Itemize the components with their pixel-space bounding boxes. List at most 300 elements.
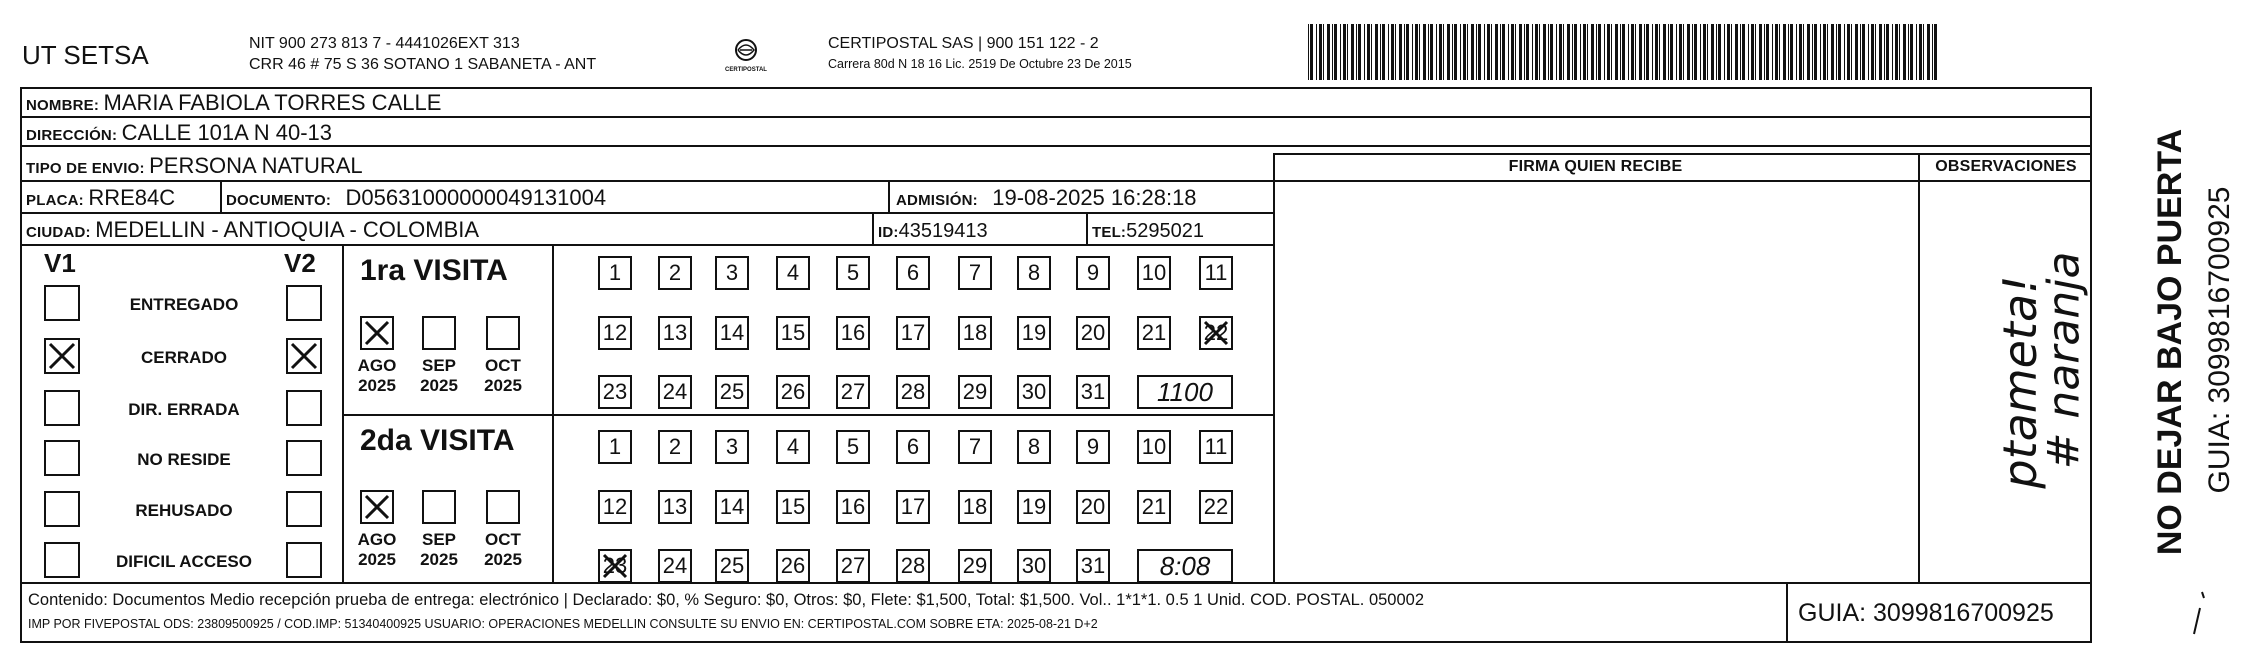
barcode-bar bbox=[1932, 24, 1933, 80]
day-number: 24 bbox=[662, 379, 688, 404]
barcode-bar bbox=[1463, 24, 1466, 80]
barcode-bar bbox=[1371, 24, 1372, 80]
day-box[interactable] bbox=[958, 549, 992, 583]
barcode-bar bbox=[1526, 24, 1529, 80]
day-number: 20 bbox=[1080, 494, 1106, 519]
barcode-bar bbox=[1820, 24, 1821, 80]
day-box[interactable] bbox=[715, 375, 749, 409]
barcode-bar bbox=[1487, 24, 1490, 80]
v1-checkbox-1[interactable] bbox=[44, 338, 80, 374]
barcode-bar bbox=[1399, 24, 1402, 80]
visit2-month-label bbox=[477, 530, 529, 569]
day-box[interactable] bbox=[1076, 375, 1110, 409]
barcode-bar bbox=[1364, 24, 1365, 80]
barcode-bar bbox=[1731, 24, 1732, 80]
day-box[interactable] bbox=[715, 490, 749, 524]
barcode-bar bbox=[1676, 24, 1677, 80]
barcode-bar bbox=[1836, 24, 1837, 80]
barcode-bar bbox=[1532, 24, 1533, 80]
day-box[interactable] bbox=[598, 256, 632, 290]
barcode-bar bbox=[1467, 24, 1468, 80]
day-box[interactable] bbox=[598, 375, 632, 409]
document-row bbox=[226, 187, 606, 209]
barcode-bar bbox=[1412, 24, 1413, 80]
barcode-bar bbox=[1428, 24, 1429, 80]
day-number: 7 bbox=[968, 434, 982, 459]
day-number: 1 bbox=[608, 260, 622, 285]
day-check-mark bbox=[600, 551, 630, 581]
barcode-bar bbox=[1884, 24, 1885, 80]
v2-checkbox-4[interactable] bbox=[286, 491, 322, 527]
day-box[interactable] bbox=[836, 256, 870, 290]
barcode-bar bbox=[1855, 24, 1858, 80]
observations-header: OBSERVACIONES bbox=[1935, 158, 2077, 175]
month-name: SEP bbox=[421, 530, 457, 549]
day-box[interactable] bbox=[1017, 490, 1051, 524]
visit2-month-box-oct[interactable] bbox=[486, 490, 520, 524]
barcode-bar bbox=[1635, 24, 1636, 80]
barcode-bar bbox=[1391, 24, 1394, 80]
day-box[interactable] bbox=[715, 256, 749, 290]
barcode-bar bbox=[1535, 24, 1538, 80]
day-box[interactable] bbox=[658, 375, 692, 409]
v1-checkbox-2[interactable] bbox=[44, 390, 80, 426]
day-number: 30 bbox=[1021, 553, 1047, 578]
barcode-bar bbox=[1430, 24, 1433, 80]
day-number: 14 bbox=[719, 320, 745, 345]
license-line: Carrera 80d N 18 16 Lic. 2519 De Octubre 23 De 2015 bbox=[828, 57, 1132, 71]
v1-checkbox-5[interactable] bbox=[44, 542, 80, 578]
side-guia: GUIA: 3099816700925 bbox=[2203, 186, 2236, 494]
barcode-bar bbox=[1316, 24, 1317, 80]
barcode-bar bbox=[1356, 24, 1357, 80]
day-number: 4 bbox=[786, 434, 800, 459]
day-box[interactable] bbox=[836, 430, 870, 464]
side-warning: NO DEJAR BAJO PUERTA bbox=[2151, 128, 2189, 556]
barcode-bar bbox=[1347, 24, 1348, 80]
barcode-bar bbox=[1572, 24, 1573, 80]
day-number: 19 bbox=[1021, 494, 1047, 519]
day-number: 2 bbox=[668, 434, 682, 459]
barcode-bar bbox=[1724, 24, 1725, 80]
day-box[interactable] bbox=[1076, 430, 1110, 464]
day-box[interactable] bbox=[776, 490, 810, 524]
barcode-bar bbox=[1670, 24, 1673, 80]
visit1-month-label bbox=[477, 356, 529, 395]
v2-checkbox-1[interactable] bbox=[286, 338, 322, 374]
barcode-bar bbox=[1908, 24, 1909, 80]
barcode-bar bbox=[1766, 24, 1769, 80]
barcode-bar bbox=[1454, 24, 1457, 80]
barcode-bar bbox=[1484, 24, 1485, 80]
day-box[interactable] bbox=[776, 316, 810, 350]
day-box[interactable] bbox=[658, 490, 692, 524]
visit1-title: 1ra VISITA bbox=[360, 254, 508, 287]
signature-header: FIRMA QUIEN RECIBE bbox=[1508, 158, 1683, 175]
day-number: 30 bbox=[1021, 379, 1047, 404]
month-year: 2025 bbox=[420, 549, 458, 569]
visit1-month-label bbox=[351, 356, 403, 395]
day-box[interactable] bbox=[1017, 549, 1051, 583]
barcode-bar bbox=[1511, 24, 1514, 80]
day-box[interactable] bbox=[776, 430, 810, 464]
visit2-time-box[interactable]: 8:08 bbox=[1137, 549, 1233, 583]
day-box[interactable] bbox=[896, 375, 930, 409]
day-number: 31 bbox=[1080, 553, 1106, 578]
barcode-bar bbox=[1604, 24, 1605, 80]
day-box[interactable] bbox=[836, 549, 870, 583]
barcode-bar bbox=[1772, 24, 1773, 80]
tel-row bbox=[1092, 221, 1204, 241]
barcode-bar bbox=[1700, 24, 1701, 80]
city-value: MEDELLIN - ANTIOQUIA - COLOMBIA bbox=[95, 217, 480, 242]
visit2-month-box-sep[interactable] bbox=[422, 490, 456, 524]
barcode-bar bbox=[1543, 24, 1546, 80]
day-box[interactable] bbox=[896, 490, 930, 524]
barcode bbox=[1308, 24, 1942, 80]
day-number: 5 bbox=[846, 260, 860, 285]
barcode-bar bbox=[1788, 24, 1789, 80]
day-box[interactable] bbox=[598, 430, 632, 464]
barcode-bar bbox=[1838, 24, 1841, 80]
day-number: 23 bbox=[602, 553, 628, 578]
day-box[interactable] bbox=[598, 490, 632, 524]
month-name: AGO bbox=[357, 530, 397, 549]
day-number: 28 bbox=[900, 553, 926, 578]
barcode-bar bbox=[1716, 24, 1717, 80]
day-box[interactable] bbox=[776, 256, 810, 290]
status-label: DIR. ERRADA bbox=[128, 400, 240, 419]
day-number: 15 bbox=[780, 494, 806, 519]
type-row bbox=[26, 155, 363, 177]
barcode-bar bbox=[1679, 24, 1682, 80]
barcode-bar bbox=[1851, 24, 1852, 80]
barcode-bar bbox=[1327, 24, 1330, 80]
status-label: DIFICIL ACCESO bbox=[115, 552, 252, 571]
day-box[interactable] bbox=[1076, 490, 1110, 524]
barcode-bar bbox=[1899, 24, 1900, 80]
day-box[interactable] bbox=[776, 375, 810, 409]
day-box[interactable] bbox=[776, 549, 810, 583]
barcode-bar bbox=[1415, 24, 1418, 80]
barcode-bar bbox=[1692, 24, 1693, 80]
v2-checkbox-3[interactable] bbox=[286, 440, 322, 476]
v1-checkbox-3[interactable] bbox=[44, 440, 80, 476]
barcode-bar bbox=[1343, 24, 1346, 80]
v2-check-mark bbox=[288, 340, 320, 372]
barcode-bar bbox=[1860, 24, 1861, 80]
barcode-bar bbox=[1491, 24, 1492, 80]
day-number: 6 bbox=[906, 260, 920, 285]
barcode-bar bbox=[1443, 24, 1444, 80]
observation-note-1: ptameta! bbox=[1993, 275, 2047, 489]
plate-row bbox=[26, 187, 175, 209]
day-box[interactable] bbox=[1076, 549, 1110, 583]
barcode-bar bbox=[1452, 24, 1453, 80]
month-check-mark bbox=[362, 492, 392, 522]
barcode-bar bbox=[1332, 24, 1333, 80]
v2-checkbox-2[interactable] bbox=[286, 390, 322, 426]
day-box[interactable] bbox=[658, 430, 692, 464]
barcode-bar bbox=[1574, 24, 1577, 80]
admission-label: ADMISIÓN: bbox=[896, 192, 978, 209]
barcode-bar bbox=[1563, 24, 1564, 80]
barcode-bar bbox=[1419, 24, 1420, 80]
day-box[interactable] bbox=[598, 316, 632, 350]
barcode-bar bbox=[1668, 24, 1669, 80]
barcode-bar bbox=[1596, 24, 1597, 80]
month-name: OCT bbox=[485, 530, 521, 549]
barcode-bar bbox=[1524, 24, 1525, 80]
day-box[interactable] bbox=[1076, 316, 1110, 350]
barcode-bar bbox=[1927, 24, 1930, 80]
v1-checkbox-0[interactable] bbox=[44, 285, 80, 321]
month-year: 2025 bbox=[484, 549, 522, 569]
day-number: 3 bbox=[725, 260, 739, 285]
v2-checkbox-0[interactable] bbox=[286, 285, 322, 321]
barcode-bar bbox=[1790, 24, 1793, 80]
admission-row bbox=[896, 187, 1197, 209]
month-check-mark bbox=[362, 318, 392, 348]
barcode-bar bbox=[1919, 24, 1922, 80]
barcode-bar bbox=[1742, 24, 1745, 80]
barcode-bar bbox=[1340, 24, 1341, 80]
day-box[interactable] bbox=[715, 316, 749, 350]
type-value: PERSONA NATURAL bbox=[149, 153, 363, 178]
barcode-bar bbox=[1587, 24, 1588, 80]
barcode-bar bbox=[1711, 24, 1714, 80]
visit1-month-box-ago[interactable] bbox=[360, 316, 394, 350]
plate-value: RRE84C bbox=[88, 185, 176, 210]
barcode-bar bbox=[1447, 24, 1450, 80]
barcode-bar bbox=[1628, 24, 1629, 80]
barcode-bar bbox=[1404, 24, 1405, 80]
day-box[interactable] bbox=[836, 375, 870, 409]
barcode-bar bbox=[1323, 24, 1324, 80]
day-number: 16 bbox=[840, 494, 866, 519]
day-box[interactable] bbox=[1076, 256, 1110, 290]
barcode-bar bbox=[1735, 24, 1738, 80]
barcode-bar bbox=[1519, 24, 1522, 80]
day-box[interactable] bbox=[958, 375, 992, 409]
v1-label: V1 bbox=[44, 248, 76, 278]
day-number: 5 bbox=[846, 434, 860, 459]
barcode-bar bbox=[1580, 24, 1581, 80]
day-box[interactable] bbox=[1017, 430, 1051, 464]
v2-checkbox-5[interactable] bbox=[286, 542, 322, 578]
tel-value: 5295021 bbox=[1126, 220, 1205, 242]
name-label: NOMBRE: bbox=[26, 97, 100, 114]
barcode-bar bbox=[1886, 24, 1889, 80]
month-year: 2025 bbox=[420, 375, 458, 395]
day-box[interactable] bbox=[715, 430, 749, 464]
barcode-bar bbox=[1620, 24, 1621, 80]
day-box[interactable] bbox=[958, 430, 992, 464]
month-year: 2025 bbox=[358, 549, 396, 569]
barcode-bar bbox=[1615, 24, 1618, 80]
document-label: DOCUMENTO: bbox=[226, 192, 332, 209]
day-box[interactable] bbox=[1137, 430, 1171, 464]
day-number: 2 bbox=[668, 260, 682, 285]
barcode-bar bbox=[1707, 24, 1708, 80]
barcode-bar bbox=[1831, 24, 1834, 80]
barcode-bar bbox=[1871, 24, 1874, 80]
status-label: NO RESIDE bbox=[137, 450, 231, 469]
day-box[interactable] bbox=[958, 316, 992, 350]
visit1-month-label bbox=[413, 356, 465, 395]
barcode-bar bbox=[1803, 24, 1804, 80]
day-box[interactable] bbox=[1137, 316, 1171, 350]
day-number: 15 bbox=[780, 320, 806, 345]
day-box[interactable] bbox=[1017, 316, 1051, 350]
barcode-bar bbox=[1631, 24, 1634, 80]
barcode-bar bbox=[1539, 24, 1540, 80]
barcode-bar bbox=[1591, 24, 1594, 80]
tel-label: TEL: bbox=[1092, 224, 1127, 241]
visit1-month-box-oct[interactable] bbox=[486, 316, 520, 350]
day-number: 3 bbox=[725, 434, 739, 459]
barcode-bar bbox=[1567, 24, 1570, 80]
address-row bbox=[26, 122, 332, 144]
scan-mark bbox=[2188, 590, 2208, 640]
barcode-bar bbox=[1934, 24, 1937, 80]
barcode-bar bbox=[1367, 24, 1370, 80]
day-number: 7 bbox=[968, 260, 982, 285]
name-row bbox=[26, 92, 441, 114]
barcode-bar bbox=[1583, 24, 1586, 80]
barcode-bar bbox=[1308, 24, 1309, 80]
barcode-bar bbox=[1508, 24, 1509, 80]
barcode-bar bbox=[1559, 24, 1562, 80]
barcode-bar bbox=[1751, 24, 1754, 80]
day-number: 18 bbox=[962, 494, 988, 519]
day-box[interactable] bbox=[1199, 430, 1233, 464]
day-number: 25 bbox=[719, 379, 745, 404]
barcode-bar bbox=[1639, 24, 1642, 80]
company-address: CRR 46 # 75 S 36 SOTANO 1 SABANETA - ANT bbox=[249, 56, 597, 73]
day-number: 11 bbox=[1204, 434, 1228, 459]
content-line: Contenido: Documentos Medio recepción prueba de entrega: electrónico | Declarado: $0, % Seguro: $0, Otros: $0, Flete: $1,500, Total: $1,500. Vol.. 1*1*1. 0.5 1 Unid. COD. POSTAL. 050002 bbox=[28, 591, 1425, 609]
barcode-bar bbox=[1783, 24, 1786, 80]
status-label: CERRADO bbox=[141, 348, 227, 367]
city-label: CIUDAD: bbox=[26, 224, 91, 241]
day-box[interactable] bbox=[658, 256, 692, 290]
v1-checkbox-4[interactable] bbox=[44, 491, 80, 527]
month-name: OCT bbox=[485, 356, 521, 375]
day-number: 1 bbox=[608, 434, 622, 459]
barcode-bar bbox=[1847, 24, 1850, 80]
barcode-bar bbox=[1844, 24, 1845, 80]
barcode-bar bbox=[1423, 24, 1426, 80]
day-box[interactable] bbox=[896, 430, 930, 464]
barcode-bar bbox=[1502, 24, 1505, 80]
barcode-bar bbox=[1683, 24, 1684, 80]
barcode-bar bbox=[1406, 24, 1409, 80]
day-box[interactable] bbox=[958, 256, 992, 290]
barcode-bar bbox=[1812, 24, 1813, 80]
day-number: 19 bbox=[1021, 320, 1047, 345]
day-box[interactable] bbox=[1199, 256, 1233, 290]
barcode-bar bbox=[1903, 24, 1906, 80]
day-box[interactable] bbox=[715, 549, 749, 583]
barcode-bar bbox=[1755, 24, 1756, 80]
signature-divider bbox=[1273, 153, 1275, 584]
barcode-bar bbox=[1875, 24, 1876, 80]
barcode-bar bbox=[1460, 24, 1461, 80]
day-box[interactable] bbox=[836, 316, 870, 350]
barcode-bar bbox=[1659, 24, 1660, 80]
visit2-month-box-ago[interactable] bbox=[360, 490, 394, 524]
day-box[interactable] bbox=[1017, 256, 1051, 290]
month-name: SEP bbox=[421, 356, 457, 375]
nit-line: NIT 900 273 813 7 - 4441026EXT 313 bbox=[249, 35, 520, 52]
barcode-bar bbox=[1550, 24, 1553, 80]
barcode-bar bbox=[1892, 24, 1893, 80]
day-box[interactable] bbox=[598, 549, 632, 583]
day-box[interactable] bbox=[1137, 256, 1171, 290]
barcode-bar bbox=[1663, 24, 1666, 80]
day-number: 31 bbox=[1080, 379, 1106, 404]
day-box[interactable] bbox=[1137, 490, 1171, 524]
barcode-bar bbox=[1827, 24, 1828, 80]
barcode-bar bbox=[1687, 24, 1690, 80]
day-box[interactable] bbox=[896, 256, 930, 290]
barcode-bar bbox=[1759, 24, 1762, 80]
day-number: 26 bbox=[780, 553, 806, 578]
day-check-mark bbox=[1201, 318, 1231, 348]
day-number: 24 bbox=[662, 553, 688, 578]
day-number: 29 bbox=[962, 553, 988, 578]
day-box[interactable] bbox=[958, 490, 992, 524]
day-box[interactable] bbox=[896, 316, 930, 350]
barcode-bar bbox=[1879, 24, 1882, 80]
visit1-time-box[interactable]: 1100 bbox=[1137, 375, 1233, 409]
day-box[interactable] bbox=[658, 549, 692, 583]
visit1-month-box-sep[interactable] bbox=[422, 316, 456, 350]
barcode-bar bbox=[1814, 24, 1817, 80]
day-number: 22 bbox=[1203, 494, 1229, 519]
day-box[interactable] bbox=[1017, 375, 1051, 409]
day-number: 9 bbox=[1086, 434, 1100, 459]
day-box[interactable] bbox=[1199, 490, 1233, 524]
day-number: 12 bbox=[602, 494, 628, 519]
day-box[interactable] bbox=[896, 549, 930, 583]
day-box[interactable] bbox=[658, 316, 692, 350]
barcode-bar bbox=[1358, 24, 1361, 80]
day-number: 9 bbox=[1086, 260, 1100, 285]
barcode-bar bbox=[1748, 24, 1749, 80]
barcode-bar bbox=[1607, 24, 1610, 80]
day-box[interactable] bbox=[1199, 316, 1233, 350]
day-number: 16 bbox=[840, 320, 866, 345]
day-number: 18 bbox=[962, 320, 988, 345]
barcode-bar bbox=[1895, 24, 1898, 80]
barcode-bar bbox=[1334, 24, 1337, 80]
type-label: TIPO DE ENVIO: bbox=[26, 160, 145, 177]
barcode-bar bbox=[1862, 24, 1865, 80]
barcode-bar bbox=[1395, 24, 1396, 80]
logo-caption: CERTIPOSTAL bbox=[725, 67, 767, 73]
guia-footer: GUIA: 3099816700925 bbox=[1798, 599, 2054, 627]
barcode-bar bbox=[1375, 24, 1378, 80]
day-number: 17 bbox=[900, 494, 926, 519]
day-number: 10 bbox=[1141, 260, 1167, 285]
visit2-title: 2da VISITA bbox=[360, 424, 515, 457]
day-box[interactable] bbox=[836, 490, 870, 524]
barcode-bar bbox=[1598, 24, 1601, 80]
id-row bbox=[878, 221, 988, 241]
day-number: 27 bbox=[840, 379, 866, 404]
